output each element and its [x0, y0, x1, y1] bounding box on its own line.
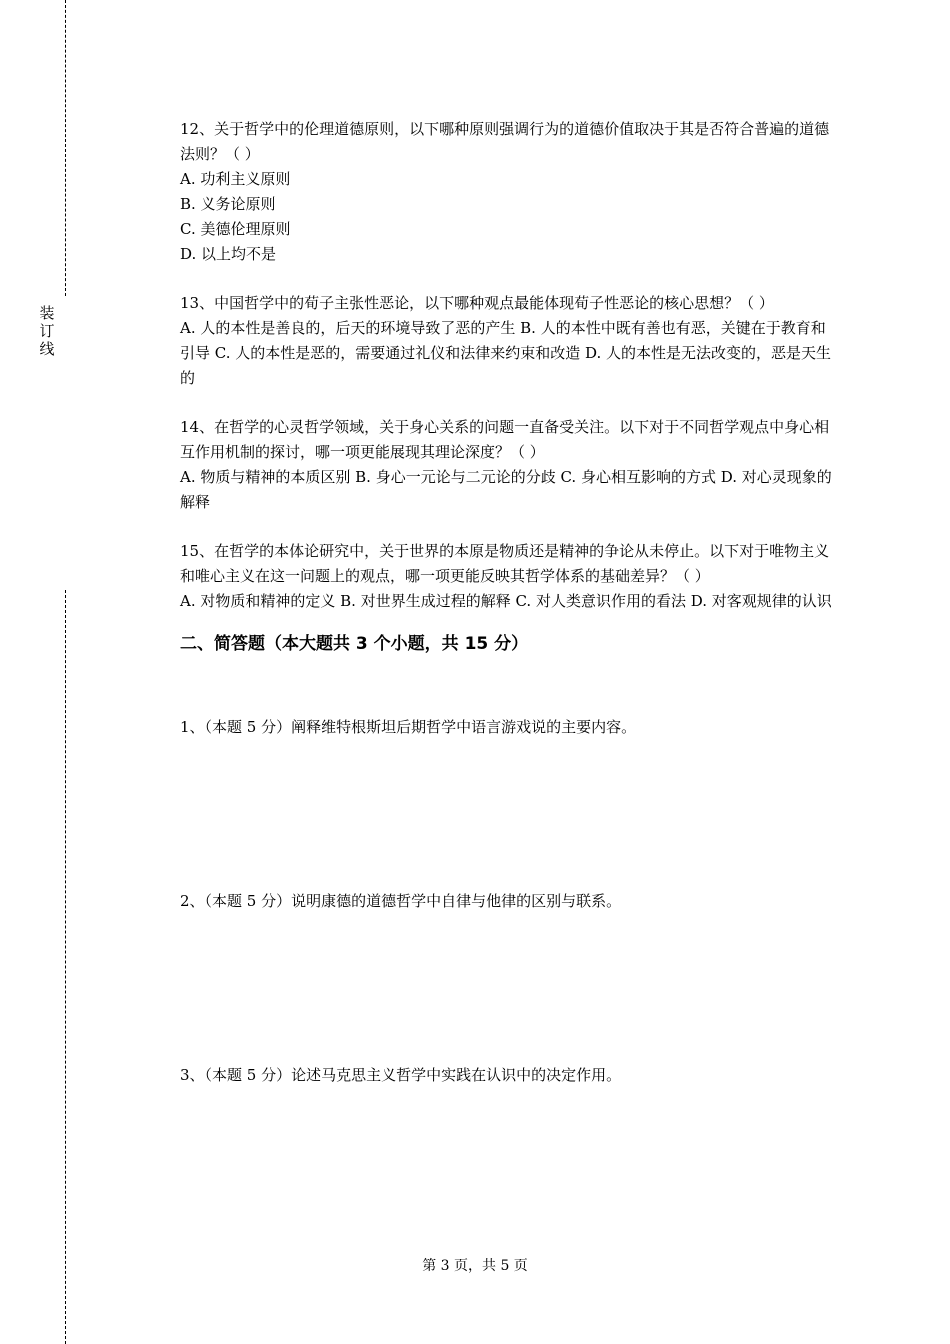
question-14 [180, 415, 836, 515]
question-15 [180, 539, 836, 614]
short-answer-1: 1、（本题 5 分）阐释维特根斯坦后期哲学中语言游戏说的主要内容。 [180, 718, 637, 736]
option-b: B. 义务论原则 [180, 195, 276, 213]
binding-char: 线 [39, 340, 55, 358]
section-title: 二、简答题（本大题共 3 个小题，共 15 分） [180, 634, 529, 654]
short-answer-3: 3、（本题 5 分）论述马克思主义哲学中实践在认识中的决定作用。 [180, 1066, 622, 1084]
option-c: C. 美德伦理原则 [180, 220, 291, 238]
binding-label [37, 304, 57, 358]
question-stem: 14、在哲学的心灵哲学领域，关于身心关系的问题一直备受关注。以下对于不同哲学观点中身心相互作用机制的探讨，哪一项更能展现其理论深度？（ ） [180, 418, 830, 461]
binding-line-top [65, 0, 66, 296]
question-stem: 13、中国哲学中的荀子主张性恶论，以下哪种观点最能体现荀子性恶论的核心思想？（ ） [180, 294, 774, 312]
binding-char: 订 [39, 322, 55, 340]
binding-char: 装 [39, 304, 55, 322]
options-inline: A. 对物质和精神的定义 B. 对世界生成过程的解释 C. 对人类意识作用的看法 D. 对客观规律的认识 [180, 592, 832, 610]
page-number: 第 3 页，共 5 页 [422, 1258, 528, 1274]
question-stem: 15、在哲学的本体论研究中，关于世界的本原是物质还是精神的争论从未停止。以下对于唯物主义和唯心主义在这一问题上的观点，哪一项更能反映其哲学体系的基础差异？（ ） [180, 542, 830, 585]
options-inline: A. 人的本性是善良的，后天的环境导致了恶的产生 B. 人的本性中既有善也有恶，关键在于教育和引导 C. 人的本性是恶的，需要通过礼仪和法律来约束和改造 D. 人的本性是无法改变的，恶是天生的 [180, 319, 832, 387]
question-12 [180, 117, 836, 267]
options-inline: A. 物质与精神的本质区别 B. 身心一元论与二元论的分歧 C. 身心相互影响的方式 D. 对心灵现象的解释 [180, 468, 832, 511]
option-d: D. 以上均不是 [180, 245, 277, 263]
question-stem: 12、关于哲学中的伦理道德原则，以下哪种原则强调行为的道德价值取决于其是否符合普遍的道德法则？（ ） [180, 120, 830, 163]
question-content [180, 117, 836, 656]
binding-line-bottom [65, 590, 66, 1344]
question-13 [180, 291, 836, 391]
option-a: A. 功利主义原则 [180, 170, 291, 188]
short-answer-2: 2、（本题 5 分）说明康德的道德哲学中自律与他律的区别与联系。 [180, 892, 622, 910]
